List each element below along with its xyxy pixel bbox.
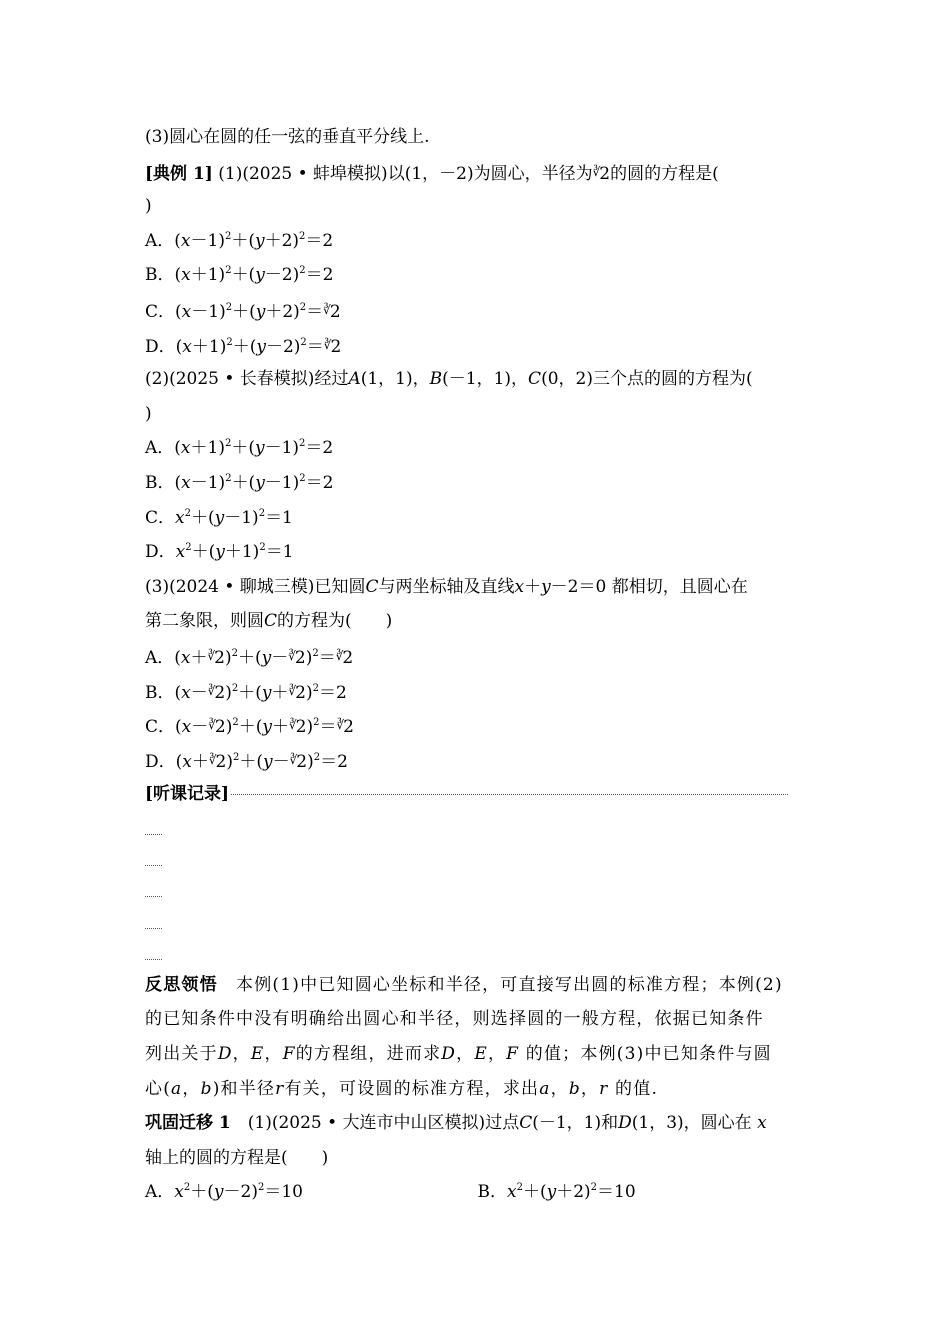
reflection-paragraph: 反思领悟 本例(1)中已知圆心坐标和半径，可直接写出圆的标准方程；本例(2) 的已知条件中没有明确给出圆心和半径，则选择圆的一般方程，依据已知条件 列出关于D，E，F的方程组，进而求D，E，F 的值；本例(3)中已知条件与圆 心(a，b)和半径r有关，可设圆的标准方程，求出a，b，r 的值. bbox=[145, 974, 783, 1099]
notes-blank-line bbox=[145, 905, 810, 936]
q2-option-a: A．$(x+1)^2+(y-1)^2=2$ bbox=[145, 438, 334, 459]
q2-close-paren: ) bbox=[145, 403, 152, 424]
q1-stem-text: (1)(2025 • 蚌埠模拟)以(1，－2)为圆心，半径为 bbox=[218, 163, 593, 184]
q1-option-c: C．$(x-1)^2+(y+2)^2=∛2$ bbox=[145, 301, 341, 322]
notes-writing-line bbox=[231, 793, 788, 795]
q3-option-a: A．(x＋∛2)$^2$＋(y－∛2)$^2$＝∛2 bbox=[145, 647, 354, 668]
notes-blank-line bbox=[145, 843, 810, 874]
practice-options bbox=[145, 1175, 810, 1210]
notes-section bbox=[145, 777, 810, 812]
q1-stem-tail: 2的圆的方程是( bbox=[599, 163, 719, 184]
q3-option-d: D．(x＋∛2)$^2$＋(y－∛2)$^2$＝2 bbox=[145, 751, 348, 772]
radical-icon: ∛ bbox=[323, 337, 332, 352]
q3-stem: (3)(2024 • 聊城三模)已知圆C与两坐标轴及直线x＋y－2＝0 都相切，且圆心在 bbox=[145, 576, 748, 597]
example1-q1-stem bbox=[145, 155, 810, 190]
practice-label: 巩固迁移 1 bbox=[145, 1113, 231, 1134]
practice-stem-line2: 轴上的圆的方程是( ) bbox=[145, 1147, 329, 1168]
practice-option-a: A．$x^2+(y-2)^2=10$ bbox=[145, 1182, 303, 1203]
notes-label: [听课记录] bbox=[145, 784, 230, 805]
q2-stem: (2)(2025 • 长春模拟)经过A(1，1)，B(－1，1)，C(0，2)三个点的圆的方程为( bbox=[145, 369, 753, 390]
intro-line: (3)圆心在圆的任一弦的垂直平分线上. bbox=[145, 127, 430, 147]
notes-blank-line bbox=[145, 937, 810, 968]
example-tag: [典例 1] bbox=[145, 163, 213, 184]
practice-option-b: B．$x^2+(y+2)^2=10$ bbox=[477, 1182, 636, 1203]
radical-icon: ∛ bbox=[592, 164, 601, 179]
q2-option-b: B．$(x-1)^2+(y-1)^2=2$ bbox=[145, 472, 334, 493]
q3-option-b: B．(x－∛2)$^2$＋(y＋∛2)$^2$＝2 bbox=[145, 682, 347, 703]
q2-option-d: D．$x^2+(y+1)^2=1$ bbox=[145, 542, 294, 563]
q1-option-d: D．$(x+1)^2+(y-2)^2=∛2$ bbox=[145, 336, 342, 357]
q3-option-c: C．(x－∛2)$^2$＋(y＋∛2)$^2$＝∛2 bbox=[145, 717, 354, 738]
reflection-label: 反思领悟 bbox=[145, 974, 218, 995]
practice-stem: 巩固迁移 1 (1)(2025 • 大连市中山区模拟)过点C(－1，1)和D(1，3)，圆心在 x bbox=[145, 1113, 767, 1134]
q1-close-paren: ) bbox=[145, 196, 152, 217]
notes-blank-line bbox=[145, 874, 810, 905]
q2-option-c: C．$x^2+(y-1)^2=1$ bbox=[145, 507, 293, 528]
notes-blank-line bbox=[145, 812, 810, 843]
q3-stem-line2: 第二象限，则圆C的方程为( ) bbox=[145, 611, 393, 632]
q1-option-a: A．$(x-1)^2+(y+2)^2=2$ bbox=[145, 230, 334, 251]
q1-option-b: B．$(x+1)^2+(y-2)^2=2$ bbox=[145, 265, 334, 286]
radical-icon: ∛ bbox=[323, 302, 331, 317]
document-page bbox=[145, 120, 810, 1210]
